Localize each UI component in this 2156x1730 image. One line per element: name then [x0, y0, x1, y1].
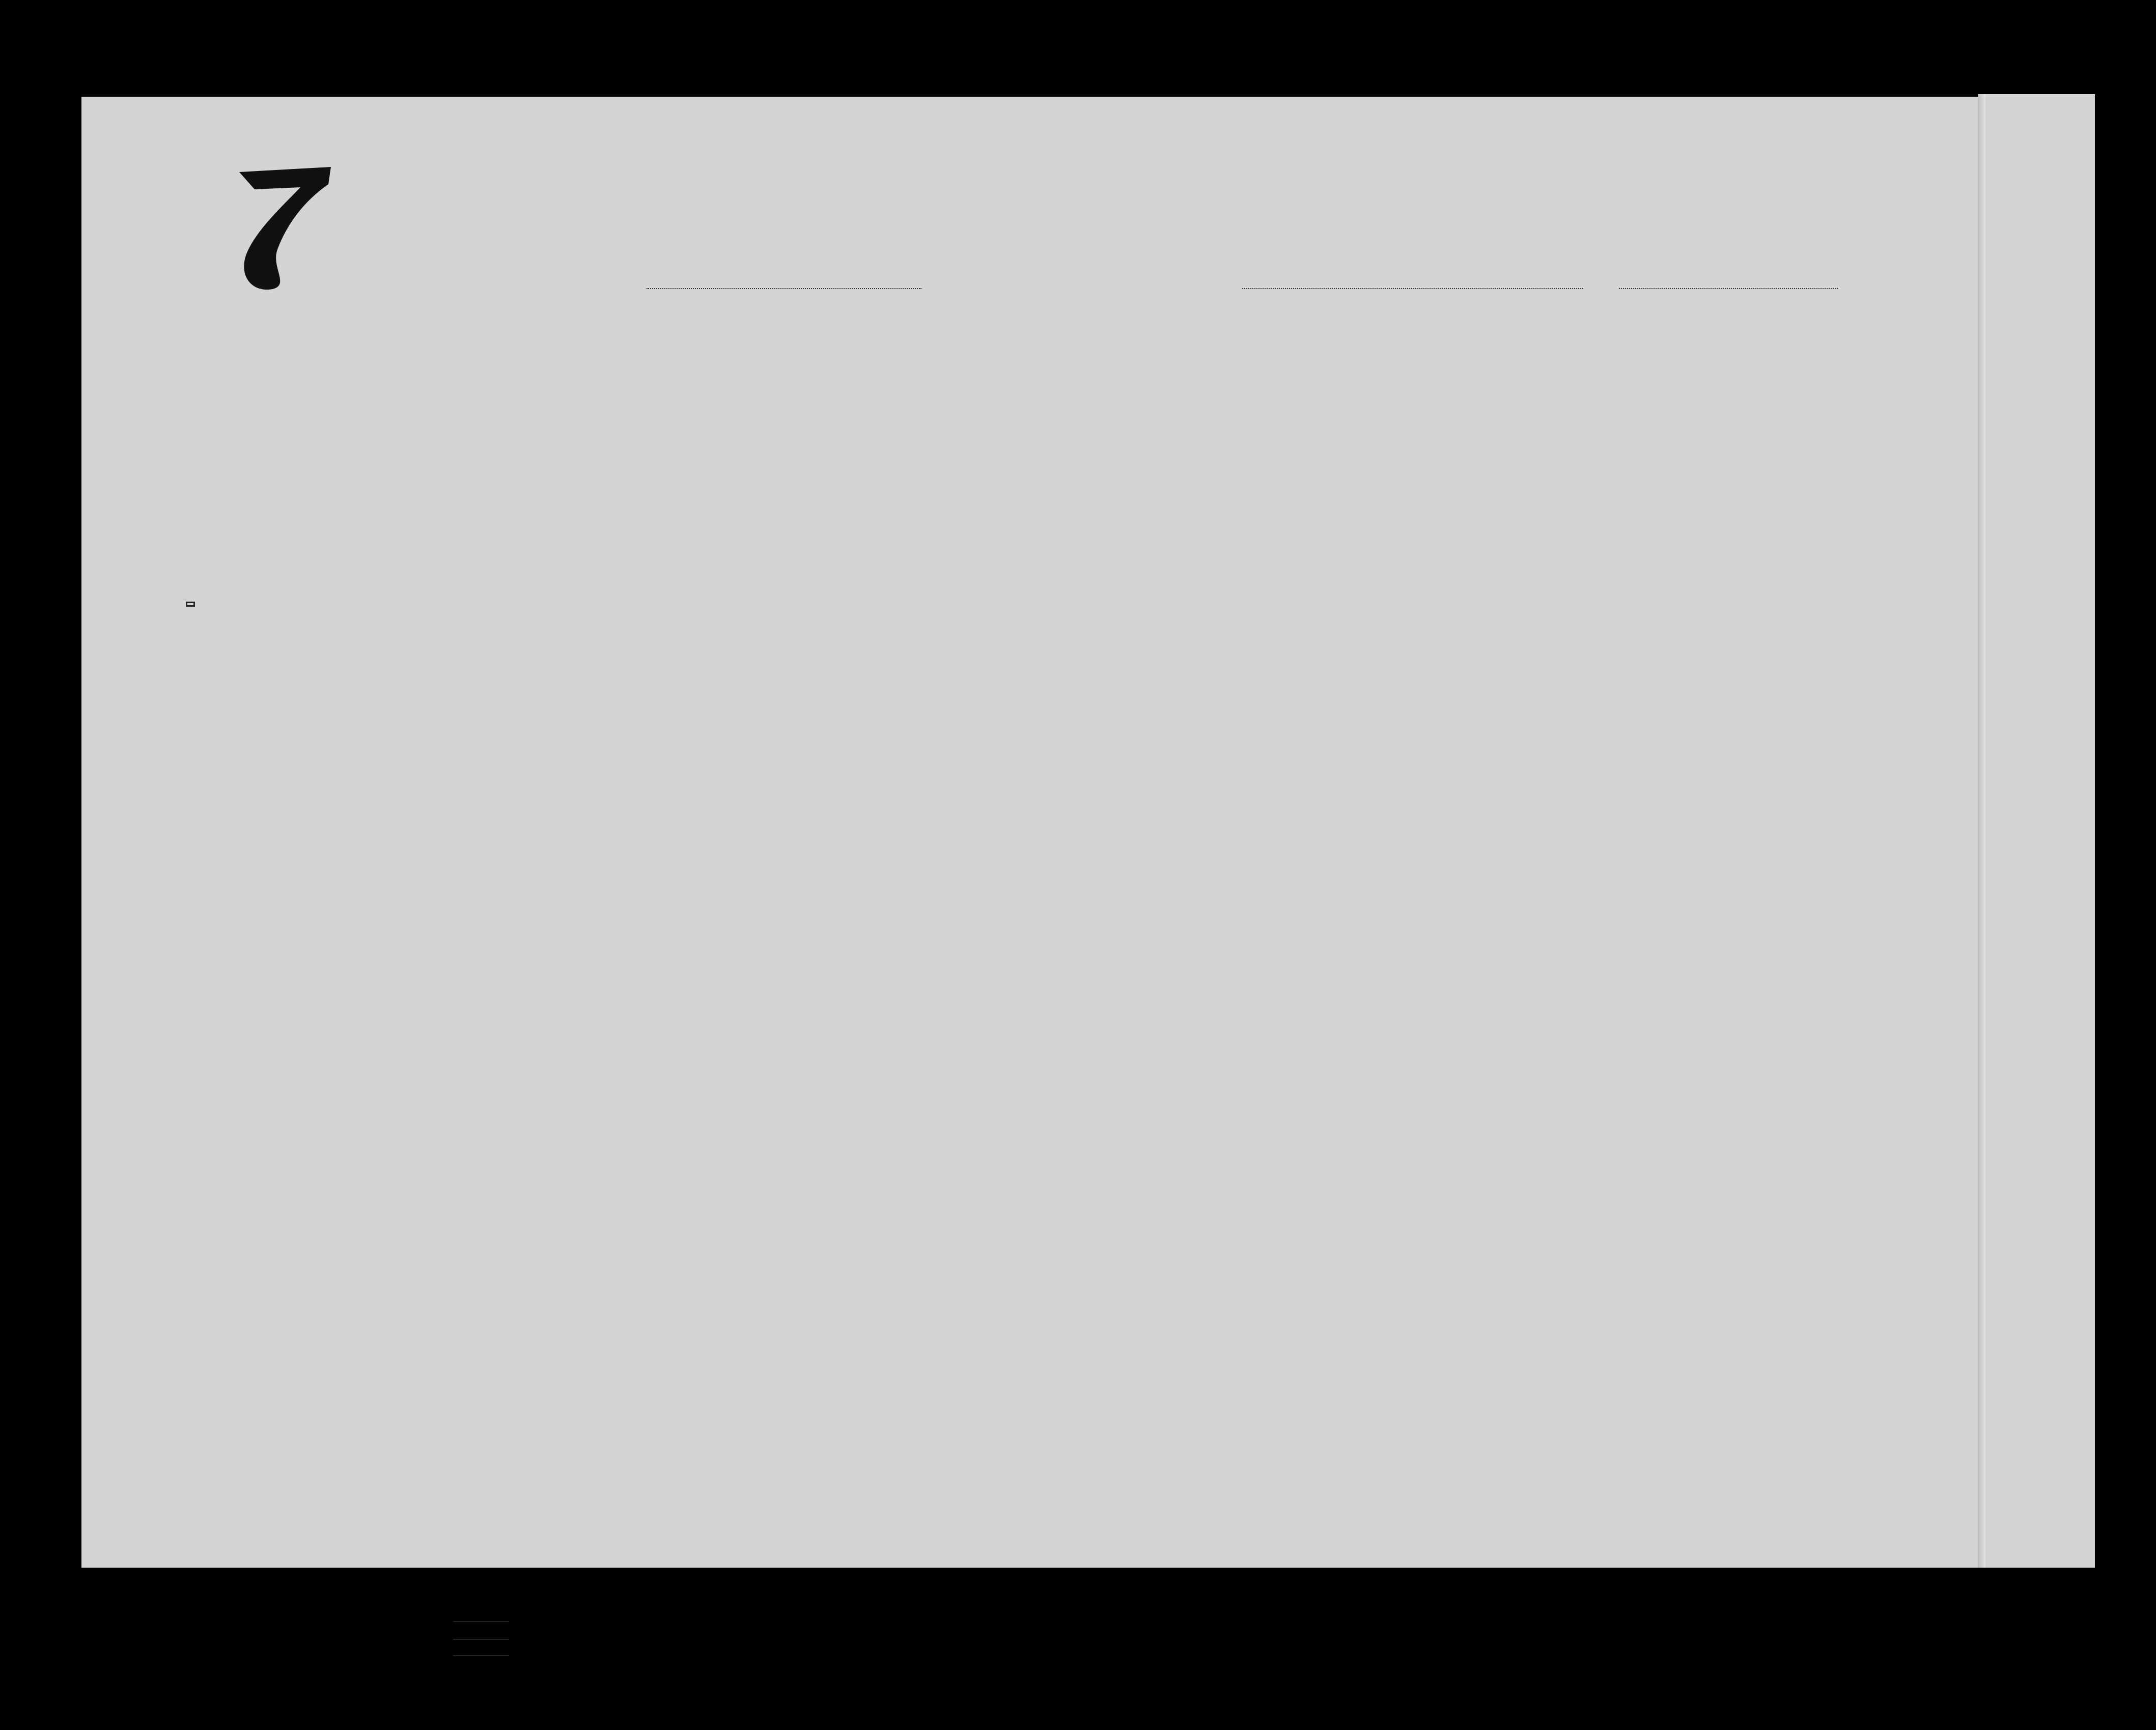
- us-citizen-stamp: [186, 602, 195, 607]
- footer-aliens-line: [453, 1655, 509, 1656]
- sailing-line: [1242, 288, 1583, 289]
- date-line: [1619, 288, 1838, 289]
- footer-citizens-line: [453, 1639, 509, 1640]
- footer-total-line: [453, 1621, 509, 1622]
- list-number-stamp: [224, 163, 341, 295]
- ship-line: [647, 288, 921, 289]
